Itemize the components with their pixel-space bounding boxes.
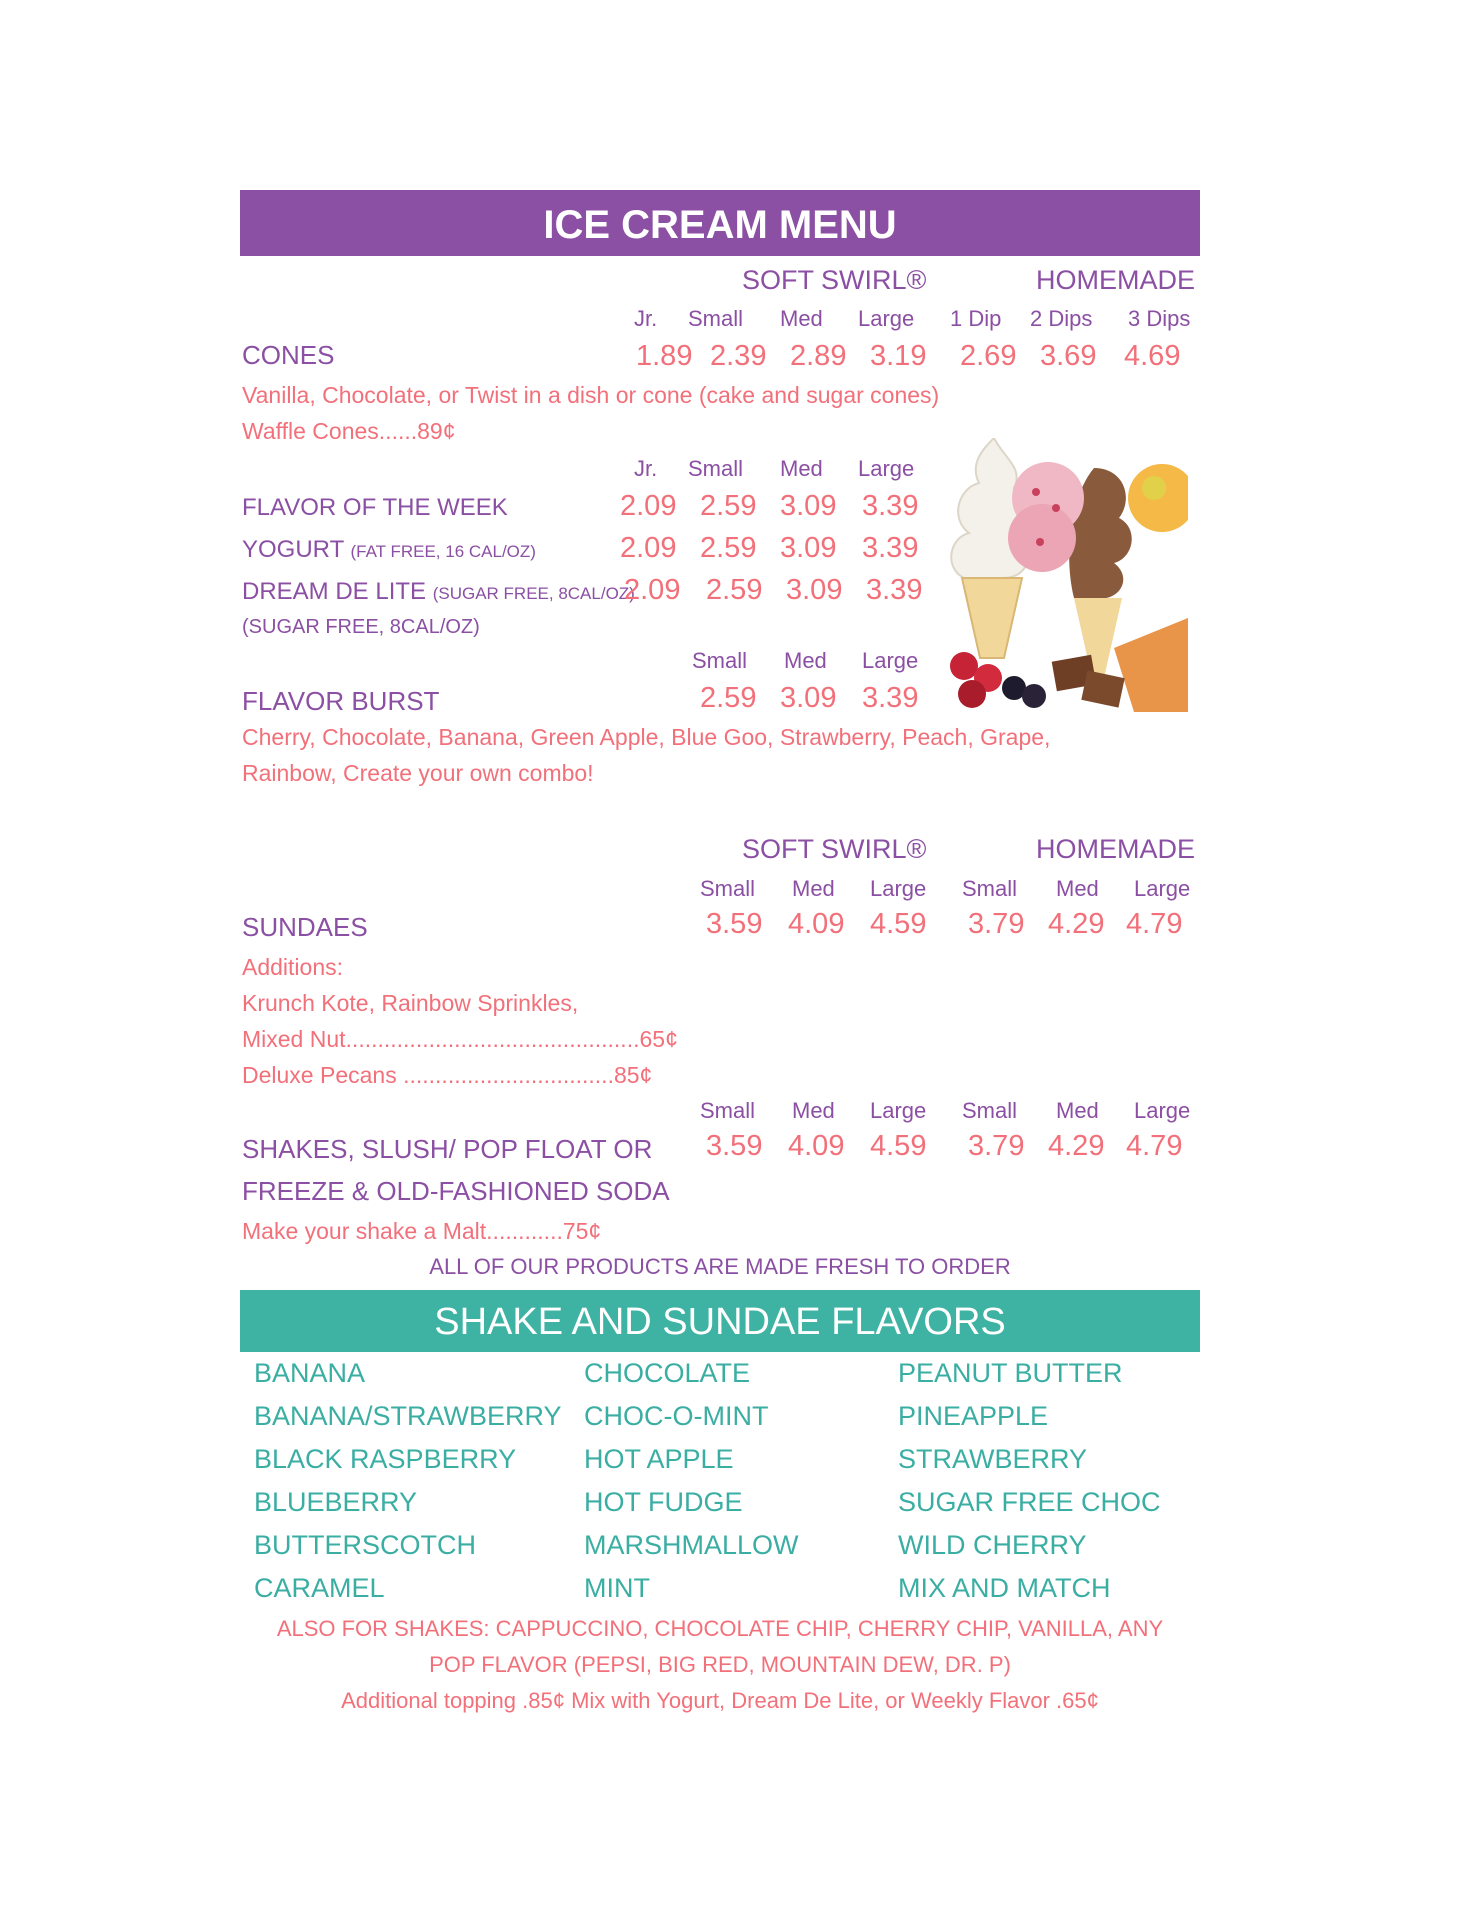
price: 2.69 (960, 340, 1017, 372)
homemade-header: HOMEMADE (1036, 265, 1196, 295)
shakes-label-2: FREEZE & OLD-FASHIONED SODA (242, 1176, 670, 1206)
size-label: Med (792, 1098, 835, 1123)
size-label: Jr. (634, 456, 658, 481)
yogurt-note: (FAT FREE, 16 CAL/OZ) (350, 542, 536, 561)
footer-line-2: POP FLAVOR (PEPSI, BIG RED, MOUNTAIN DEW, DR. P) (429, 1652, 1011, 1677)
flavor-item: SUGAR FREE CHOC (898, 1487, 1161, 1517)
flavor-item: BUTTERSCOTCH (254, 1530, 476, 1560)
price: 2.89 (790, 340, 847, 372)
price: 4.29 (1048, 1130, 1105, 1162)
fresh-note: ALL OF OUR PRODUCTS ARE MADE FRESH TO ORDER (429, 1254, 1011, 1279)
addition-item: Deluxe Pecans .................................85¢ (242, 1062, 653, 1088)
price: 3.09 (780, 490, 837, 522)
flavor-item: BANANA/STRAWBERRY (254, 1401, 562, 1431)
flavor-item: PEANUT BUTTER (898, 1358, 1123, 1388)
flavor-item: CHOCOLATE (584, 1358, 751, 1388)
homemade-header-2: HOMEMADE (1036, 834, 1196, 864)
price: 3.09 (786, 574, 843, 606)
addition-item: Mixed Nut..............................................65¢ (242, 1026, 678, 1052)
price: 2.59 (706, 574, 763, 606)
size-label: Large (1134, 1098, 1191, 1123)
price: 3.09 (780, 532, 837, 564)
flavor-item: MARSHMALLOW (584, 1530, 799, 1560)
size-label: Small (700, 876, 756, 901)
price: 3.79 (968, 1130, 1025, 1162)
yogurt-name: YOGURT (242, 536, 344, 563)
size-label: Med (792, 876, 835, 901)
size-label: 1 Dip (950, 306, 1002, 331)
price: 4.29 (1048, 908, 1105, 940)
price: 3.59 (706, 908, 763, 940)
flavor-item: BANANA (254, 1358, 366, 1388)
flavor-item: CHOC-O-MINT (584, 1401, 769, 1431)
size-label: Small (688, 306, 744, 331)
flavor-burst-label: FLAVOR BURST (242, 686, 440, 716)
yogurt-label (242, 536, 536, 564)
price: 4.09 (788, 1130, 845, 1162)
price: 2.59 (700, 490, 757, 522)
footer-line-1: ALSO FOR SHAKES: CAPPUCCINO, CHOCOLATE CHIP, CHERRY CHIP, VANILLA, ANY (276, 1616, 1164, 1641)
price: 2.39 (710, 340, 767, 372)
size-label: Large (870, 1098, 927, 1123)
size-label: Med (1056, 1098, 1099, 1123)
footer-line-3: Additional topping .85¢ Mix with Yogurt, Dream De Lite, or Weekly Flavor .65¢ (341, 1688, 1099, 1713)
price: 2.59 (700, 532, 757, 564)
dream-de-lite-label (242, 578, 635, 606)
size-label: Med (1056, 876, 1099, 901)
ice-cream-illustration (944, 438, 1188, 712)
ice-cream-cones-photo (944, 438, 1188, 712)
price: 2.59 (700, 682, 757, 714)
size-label: Med (780, 306, 823, 331)
addition-item: Krunch Kote, Rainbow Sprinkles, (242, 990, 579, 1016)
burst-description-2: Rainbow, Create your own combo! (242, 760, 594, 786)
cones-label: CONES (242, 340, 335, 370)
additions-label: Additions: (242, 954, 344, 980)
price: 1.89 (636, 340, 693, 372)
flavor-item: MINT (584, 1573, 650, 1603)
price: 4.59 (870, 908, 927, 940)
size-label: Large (862, 648, 919, 673)
size-label: Large (1134, 876, 1191, 901)
cones-description: Vanilla, Chocolate, or Twist in a dish or cone (cake and sugar cones) (242, 382, 940, 408)
price: 3.39 (866, 574, 923, 606)
flavor-item: STRAWBERRY (898, 1444, 1088, 1474)
waffle-cones: Waffle Cones......89¢ (242, 418, 456, 444)
flavor-item: HOT APPLE (584, 1444, 734, 1474)
flavor-item: BLACK RASPBERRY (254, 1444, 517, 1474)
price: 3.69 (1040, 340, 1097, 372)
flavors-title: SHAKE AND SUNDAE FLAVORS (240, 1290, 1200, 1352)
flavor-item: WILD CHERRY (898, 1530, 1087, 1560)
price: 4.09 (788, 908, 845, 940)
size-label: 2 Dips (1030, 306, 1093, 331)
flavor-item: BLUEBERRY (254, 1487, 418, 1517)
price: 4.59 (870, 1130, 927, 1162)
soft-swirl-header-2: SOFT SWIRL® (742, 834, 927, 864)
dream-name: DREAM DE LITE (242, 578, 427, 605)
flavor-item: MIX AND MATCH (898, 1573, 1111, 1603)
price: 2.09 (620, 532, 677, 564)
size-label: Large (870, 876, 927, 901)
malt-note: Make your shake a Malt............75¢ (242, 1218, 602, 1244)
price: 3.39 (862, 682, 919, 714)
size-label: Small (692, 648, 748, 673)
sundaes-label: SUNDAES (242, 912, 368, 942)
price: 4.79 (1126, 908, 1183, 940)
flavor-item: HOT FUDGE (584, 1487, 743, 1517)
size-label: Small (688, 456, 744, 481)
price: 3.39 (862, 532, 919, 564)
size-label: Jr. (634, 306, 658, 331)
dream-note-2: (SUGAR FREE, 8CAL/OZ) (242, 616, 480, 638)
price: 3.79 (968, 908, 1025, 940)
size-label: 3 Dips (1128, 306, 1191, 331)
size-label: Large (858, 456, 915, 481)
burst-description: Cherry, Chocolate, Banana, Green Apple, Blue Goo, Strawberry, Peach, Grape, (242, 724, 1051, 750)
price: 3.19 (870, 340, 927, 372)
price: 4.69 (1124, 340, 1181, 372)
price: 3.59 (706, 1130, 763, 1162)
menu-title: ICE CREAM MENU (240, 190, 1200, 256)
size-label: Large (858, 306, 915, 331)
dream-note: (SUGAR FREE, 8CAL/OZ) (432, 584, 635, 603)
price: 3.39 (862, 490, 919, 522)
size-label: Small (962, 1098, 1018, 1123)
shakes-label: SHAKES, SLUSH/ POP FLOAT OR (242, 1134, 653, 1164)
price: 3.09 (780, 682, 837, 714)
price: 2.09 (624, 574, 681, 606)
soft-swirl-header: SOFT SWIRL® (742, 265, 927, 295)
flavor-item: PINEAPPLE (898, 1401, 1049, 1431)
size-label: Small (962, 876, 1018, 901)
flavor-item: CARAMEL (254, 1573, 385, 1603)
size-label: Med (780, 456, 823, 481)
price: 2.09 (620, 490, 677, 522)
size-label: Med (784, 648, 827, 673)
size-label: Small (700, 1098, 756, 1123)
flavor-of-week-label: FLAVOR OF THE WEEK (242, 494, 508, 521)
price: 4.79 (1126, 1130, 1183, 1162)
